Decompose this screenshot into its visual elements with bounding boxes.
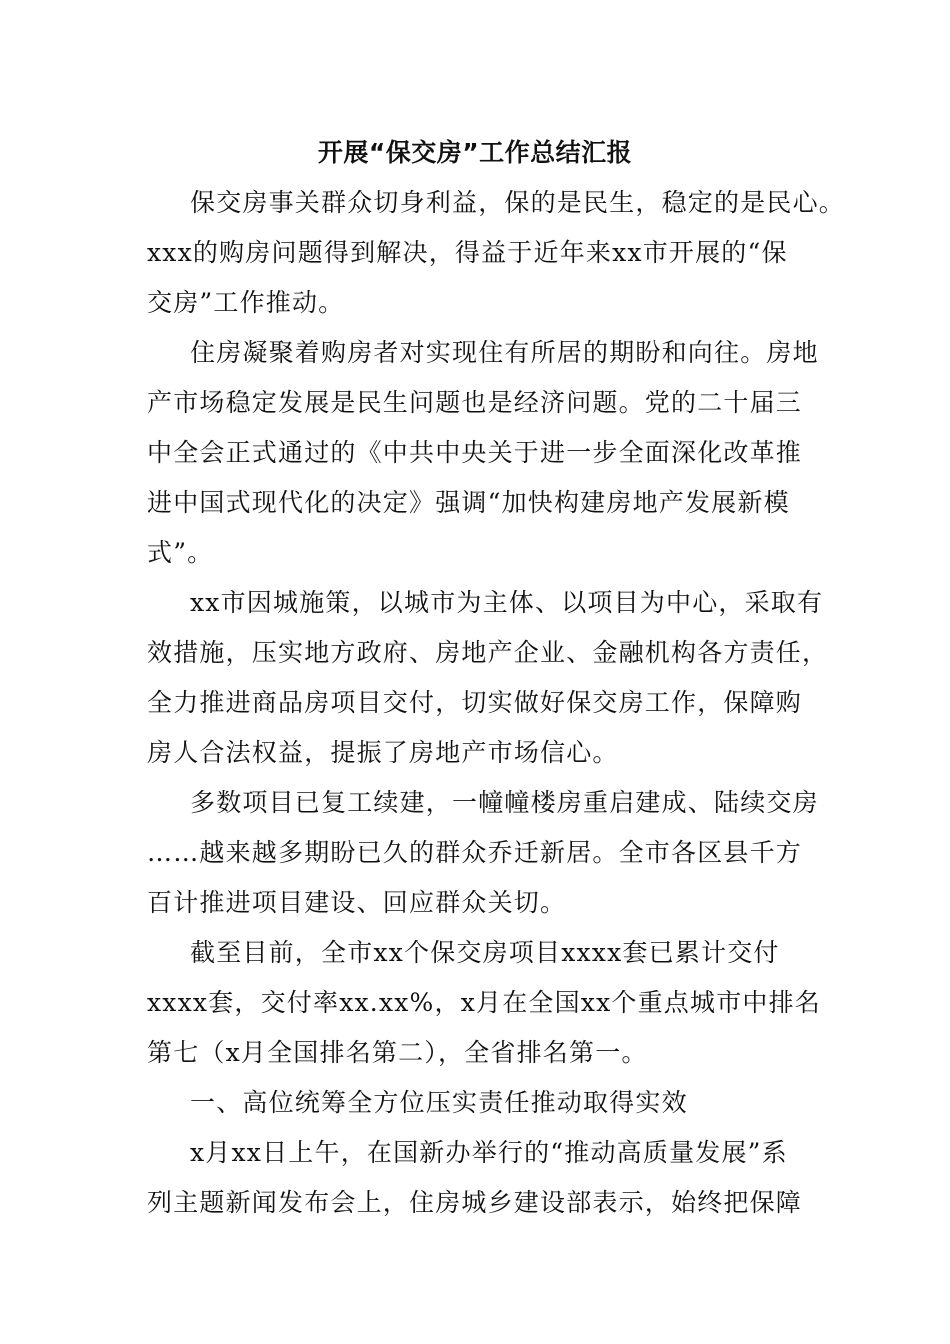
paragraph-3-line-4: 房人合法权益，提振了房地产市场信心。 [147,738,619,767]
paragraph-2-line-1: 住房凝聚着购房者对实现住有所居的期盼和向往。房地 [190,338,819,367]
paragraph-6-line-2: 列主题新闻发布会上，住房城乡建设部表示，始终把保障 [147,1188,803,1217]
paragraph-1-line-2: xxx的购房问题得到解决，得益于近年来xx市开展的“保 [147,238,788,267]
paragraph-4-line-1: 多数项目已复工续建，一幢幢楼房重启建成、陆续交房 [190,788,819,817]
paragraph-4-line-2: ……越来越多期盼已久的群众乔迁新居。全市各区县千方 [147,838,803,867]
paragraph-3-line-2: 效措施，压实地方政府、房地产企业、金融机构各方责任， [147,638,829,667]
paragraph-5-line-1: 截至目前，全市xx个保交房项目xxxx套已累计交付 [190,938,780,967]
paragraph-2-line-4: 进中国式现代化的决定》强调“加快构建房地产发展新模 [147,488,790,517]
paragraph-5-line-3: 第七（x月全国排名第二），全省排名第一。 [147,1038,648,1067]
paragraph-5-line-2: xxxx套，交付率xx.xx%，x月在全国xx个重点城市中排名 [147,988,821,1017]
paragraph-4-line-3: 百计推进项目建设、回应群众关切。 [147,888,567,917]
paragraph-2-line-3: 中全会正式通过的《中共中央关于进一步全面深化改革推 [147,438,803,467]
paragraph-6-line-1: x月xx日上午，在国新办举行的“推动高质量发展”系 [190,1138,788,1167]
paragraph-1-line-1: 保交房事关群众切身利益，保的是民生，稳定的是民心。 [190,188,846,217]
paragraph-2-line-2: 产市场稳定发展是民生问题也是经济问题。党的二十届三 [147,388,803,417]
paragraph-3-line-3: 全力推进商品房项目交付，切实做好保交房工作，保障购 [147,688,803,717]
paragraph-3-line-1: xx市因城施策，以城市为主体、以项目为中心，采取有 [190,588,824,617]
paragraph-1-line-3: 交房”工作推动。 [147,288,345,317]
document-title: 开展“保交房”工作总结汇报 [317,138,633,167]
paragraph-2-line-5: 式”。 [147,538,214,567]
section-heading-1: 一、高位统筹全方位压实责任推动取得实效 [190,1088,688,1117]
